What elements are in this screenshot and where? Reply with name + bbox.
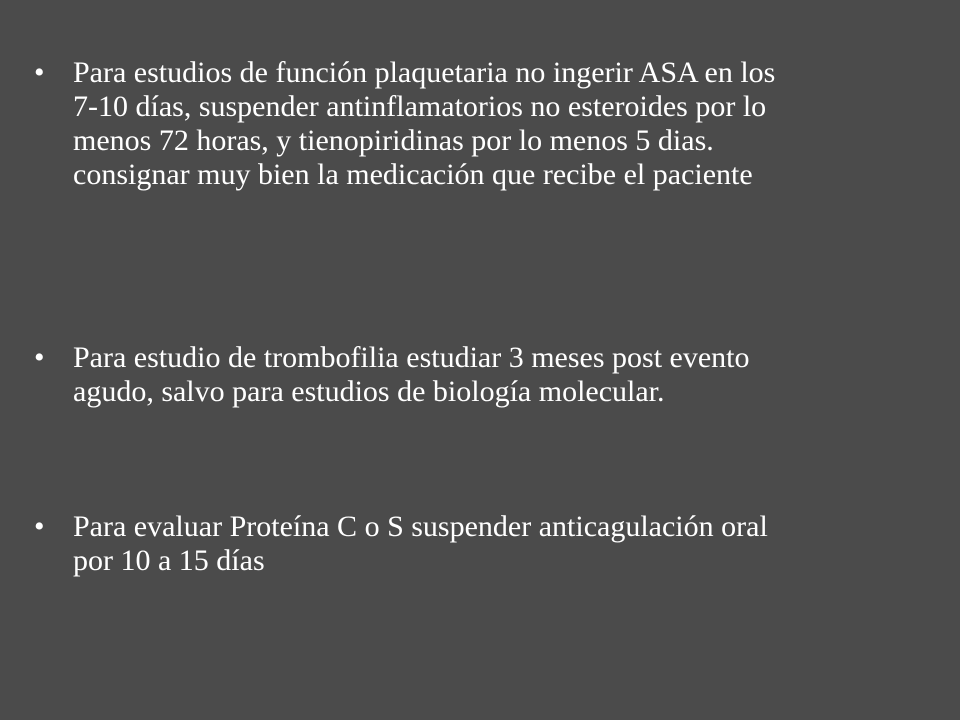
bullet-line: menos 72 horas, y tienopiridinas por lo menos 5 dias.	[73, 124, 714, 157]
bullet-text	[73, 56, 934, 192]
bullet-line: Para estudios de función plaquetaria no ingerir ASA en los	[73, 56, 776, 89]
bullet-line: 7-10 días, suspender antinflamatorios no esteroides por lo	[73, 90, 767, 123]
bullet-item-platelet-function	[34, 56, 934, 192]
bullet-text	[73, 510, 934, 578]
bullet-line: consignar muy bien la medicación que recibe el paciente	[73, 158, 753, 191]
bullet-icon: •	[34, 341, 45, 374]
bullet-line: por 10 a 15 días	[73, 544, 265, 577]
bullet-line: agudo, salvo para estudios de biología molecular.	[73, 375, 665, 408]
bullet-icon: •	[34, 510, 45, 543]
bullet-line: Para estudio de trombofilia estudiar 3 meses post evento	[73, 341, 750, 374]
bullet-item-thrombophilia	[34, 341, 934, 409]
bullet-item-protein-c-s	[34, 510, 934, 578]
bullet-icon: •	[34, 56, 45, 89]
bullet-line: Para evaluar Proteína C o S suspender anticagulación oral	[73, 510, 768, 543]
bullet-text	[73, 341, 934, 409]
